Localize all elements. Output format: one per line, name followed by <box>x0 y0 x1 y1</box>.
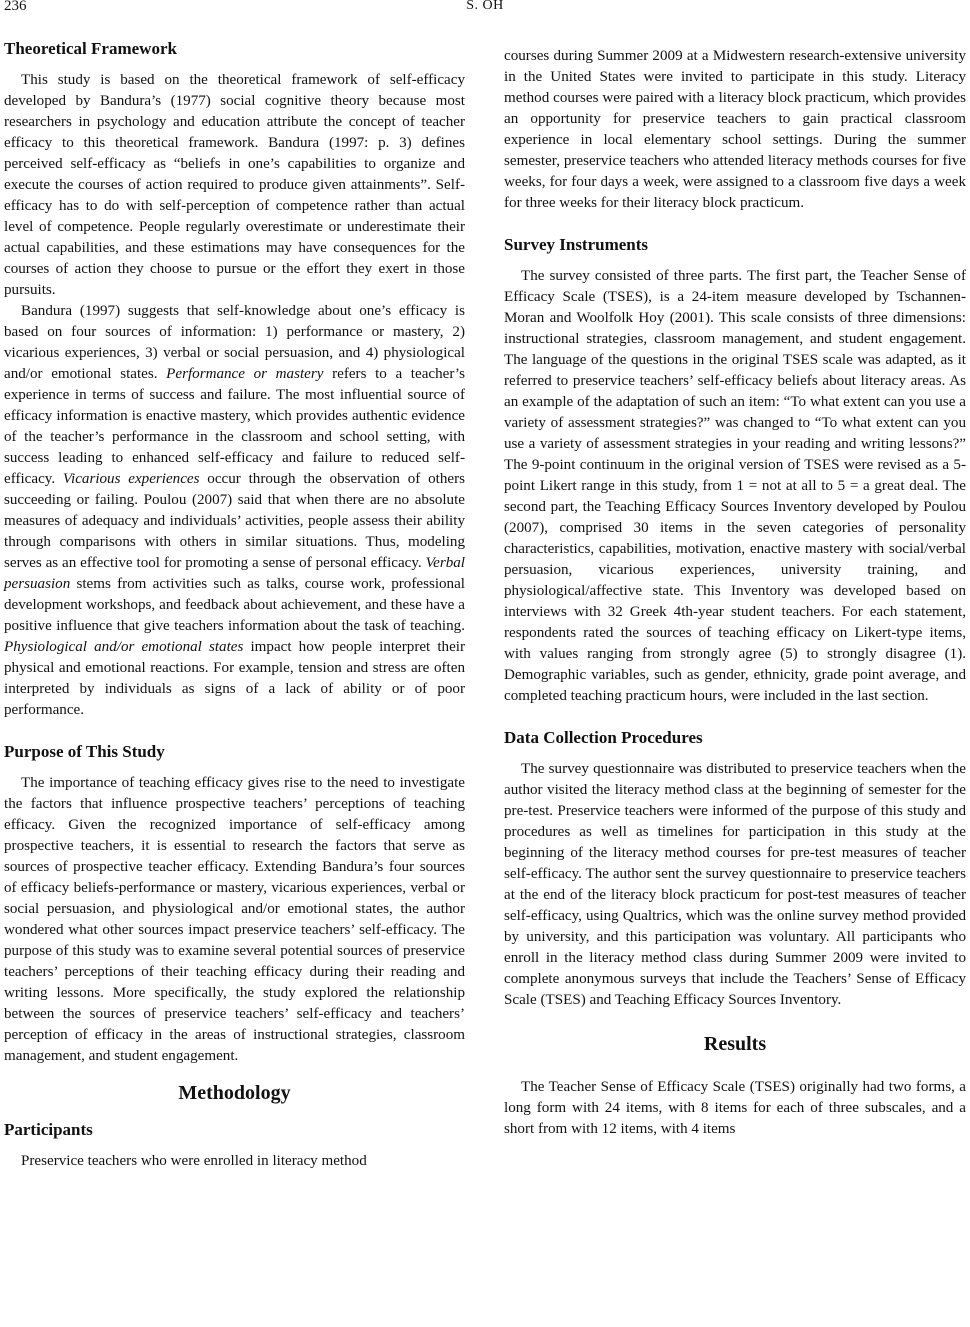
participants-continued: courses during Summer 2009 at a Midwestern research-extensive university in the United States were invited to participate in this study. Literacy method courses were paired with a literacy block practicum, which provides an opportunity for preservice teachers to gain practical classroom experience in local elementary school settings. During the summer semester, preservice teachers who attended literacy methods courses for five weeks, for four days a week, were assigned to a classroom five days a week for three weeks for their literacy block practicum. <box>504 48 966 211</box>
right-column <box>504 46 966 1140</box>
text-run: impact how people interpret their physical and emotional reactions. For example, tension and stress are often interpreted by individuals as signs of a lack of ability or of poor performance. <box>4 639 466 718</box>
term-performance: Performance or mastery <box>166 366 324 382</box>
purpose-paragraph: The importance of teaching efficacy gives rise to the need to investigate the factors that influence prospective teachers’ perceptions of teaching efficacy. Given the recognized importance of self-efficacy among prospective teachers, it is essential to research the factors that serve as sources of prospective teacher efficacy. Extending Bandura’s four sources of efficacy beliefs-performance or mastery, vicarious experiences, verbal or social persuasion, and physiological and/or emotional states, the author wondered what other sources impact preservice teachers’ self-efficacy. The purpose of this study was to examine several potential sources of preservice teachers’ perceptions of their teaching efficacy during their reading and writing lessons. More specifically, the study explored the relationship between the sources of preservice teachers’ self-efficacy and teachers’ perception of efficacy in the areas of instructional strategies, classroom management, and student engagement. <box>4 775 465 1064</box>
theoretical-framework-heading: Theoretical Framework <box>4 39 177 58</box>
purpose-heading: Purpose of This Study <box>4 742 165 761</box>
term-verbal: Verbal persuasion <box>4 555 465 592</box>
methodology-heading: Methodology <box>178 1082 291 1104</box>
text-run: stems from activities such as talks, course work, professional development workshops, and feedback about achievement, and these have a positive influence that give teachers information about the task of teaching. <box>4 576 465 634</box>
results-heading: Results <box>703 1033 767 1055</box>
participants-paragraph: Preservice teachers who were enrolled in literacy method <box>21 1153 367 1169</box>
text-run: Bandura (1997) suggests that self-knowledge about one’s efficacy is based on four sources of information: 1) performance or mastery, 2) vicarious experiences, 3) verbal or social persuasion, and 4) physiological and/or emotional states. <box>4 303 465 382</box>
left-column <box>4 38 465 1172</box>
text-run: occur through the observation of others succeeding or failing. Poulou (2007) said that when there are no absolute measures of adequacy and individuals’ activities, people assess their ability through comparisons with others in similar situations. Thus, modeling serves as an effective tool for promoting a sense of personal efficacy. <box>4 471 465 571</box>
data-collection-paragraph: The survey questionnaire was distributed to preservice teachers when the author visited the literacy method class at the beginning of semester for the pre-test. Preservice teachers were informed of the purpose of this study and procedures as well as timelines for participation in this study at the beginning of the literacy method courses for pre-test measures of teacher self-efficacy. The author sent the survey questionnaire to preservice teachers at the end of the literacy block practicum for post-test measures of teacher self-efficacy, using Qualtrics, which was the online survey method provided by university, and this participation was voluntary. All participants who enroll in the literacy method class during Summer 2009 were invited to complete anonymous surveys that include the Teachers’ Sense of Efficacy Scale (TSES) and Teaching Efficacy Sources Inventory. <box>504 761 966 1008</box>
survey-instruments-heading: Survey Instruments <box>504 235 649 254</box>
results-paragraph: The Teacher Sense of Efficacy Scale (TSES) originally had two forms, a long form with 24 items, with 8 items for each of three subscales, and a short from with 12 items, with 4 items <box>504 1079 966 1137</box>
page-header <box>0 0 970 22</box>
data-collection-heading: Data Collection Procedures <box>504 728 703 747</box>
running-head: S. OH <box>466 0 504 13</box>
theoretical-paragraph-2 <box>4 301 465 721</box>
text-run: refers to a teacher’s experience in terms of success and failure. The most influential source of efficacy information is enactive mastery, which provides authentic evidence of the teacher’s performance in the classroom and school setting, with success leading to enhanced self-efficacy and failure to reduced self-efficacy. <box>4 366 465 487</box>
term-vicarious: Vicarious experiences <box>62 471 200 487</box>
theoretical-paragraph-1: This study is based on the theoretical framework of self-efficacy developed by Bandura’s (1977) social cognitive theory because most researchers in psychology and education attribute the concept of teacher efficacy to this theoretical framework. Bandura (1997: p. 3) defines perceived self-efficacy as “beliefs in one’s capabilities to organize and execute the courses of action required to produce given attainments”. Self-efficacy has to do with self-perception of competence rather than actual level of competence. People regularly overestimate or underestimate their actual capabilities, and these estimations may have consequences for the courses of action they choose to pursue or the effort they exert in those pursuits. <box>4 72 465 298</box>
participants-heading: Participants <box>4 1120 93 1139</box>
survey-paragraph: The survey consisted of three parts. The first part, the Teacher Sense of Efficacy Scale (TSES), is a 24-item measure developed by Tschannen-Moran and Woolfolk Hoy (2001). This scale consists of three dimensions: instructional strategies, classroom management, and student engagement. The language of the questions in the original TSES scale was adapted, as it referred to preservice teachers’ self-efficacy beliefs about literacy areas. As an example of the adaptation of such an item: “To what extent can you use a variety of assessment strategies?” was changed to “To what extent can you use a variety of assessment strategies in your reading and writing lessons?” The 9-point continuum in the original version of TSES were revised as a 5-point Likert range in this study, from 1 = not at all to 5 = a great deal. The second part, the Teaching Efficacy Sources Inventory developed by Poulou (2007), comprised 30 items in the seven categories of personality characteristics, capabilities, motivation, enactive mastery with social/verbal persuasion, vicarious experiences, university training, and physiological/affective state. This Inventory was developed based on interviews with 32 Greek 4th-year student teachers. For each statement, respondents rated the sources of teaching efficacy on Likert-type items, with values ranging from strongly agree (5) to strongly disagree (1). Demographic variables, such as gender, ethnicity, grade point average, and completed teaching practicum hours, were included in the last section. <box>504 268 966 704</box>
term-physiological: Physiological and/or emotional states <box>4 639 244 655</box>
page-number: 236 <box>4 0 27 14</box>
